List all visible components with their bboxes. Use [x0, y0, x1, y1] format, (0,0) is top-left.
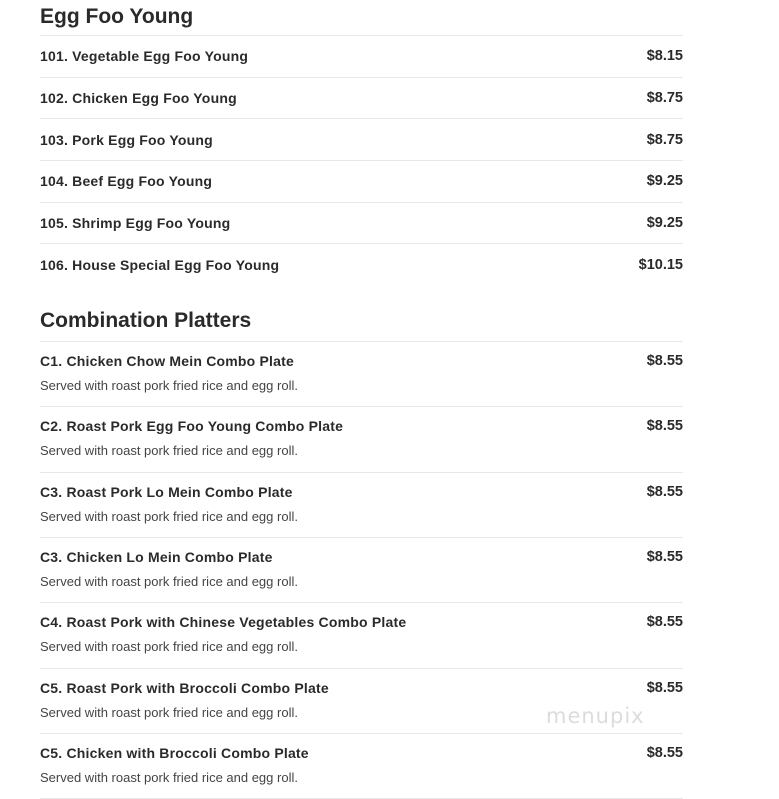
item-name: 103. Pork Egg Foo Young [40, 131, 213, 148]
item-name: C5. Roast Pork with Broccoli Combo Plate [40, 679, 329, 696]
item-price: $8.15 [646, 48, 683, 65]
menu-item[interactable] [40, 161, 683, 203]
item-name: C2. Roast Pork Egg Foo Young Combo Plate [40, 418, 344, 435]
menu-item[interactable] [40, 473, 683, 538]
item-description: Served with roast pork fried rice and egg roll. [40, 769, 298, 785]
item-price: $9.25 [646, 173, 683, 190]
watermark-logo: menupix [546, 704, 645, 728]
menu-item[interactable] [40, 407, 683, 472]
item-name: 105. Shrimp Egg Foo Young [40, 215, 231, 232]
item-info [40, 549, 298, 602]
menu-item[interactable] [40, 734, 683, 799]
item-price: $8.55 [646, 614, 683, 631]
item-name: 102. Chicken Egg Foo Young [40, 90, 237, 107]
item-price: $8.55 [646, 353, 683, 370]
item-price: $8.75 [646, 90, 683, 107]
item-price: $8.55 [646, 744, 683, 761]
item-price: $9.25 [646, 215, 683, 232]
menu-item[interactable] [40, 603, 683, 668]
menu-item[interactable] [40, 203, 683, 245]
item-name: C4. Roast Pork with Chinese Vegetables Combo Plate [40, 614, 407, 631]
item-name: C3. Roast Pork Lo Mein Combo Plate [40, 483, 293, 500]
item-info [40, 353, 298, 406]
item-description: Served with roast pork fried rice and egg roll. [40, 443, 298, 459]
item-price: $8.55 [646, 418, 683, 435]
item-name: C1. Chicken Chow Mein Combo Plate [40, 353, 294, 370]
item-info [40, 484, 298, 537]
item-price: $8.55 [646, 679, 683, 696]
section-egg-foo-young [40, 0, 683, 286]
section-title: Egg Foo Young [40, 0, 683, 36]
item-description: Served with roast pork fried rice and egg roll. [40, 378, 298, 394]
item-name: 106. House Special Egg Foo Young [40, 257, 280, 274]
item-price: $8.55 [646, 483, 683, 500]
item-name: 104. Beef Egg Foo Young [40, 173, 213, 190]
menu-item[interactable] [40, 244, 683, 286]
item-info [40, 680, 329, 733]
menu-item[interactable] [40, 342, 683, 407]
item-name: 101. Vegetable Egg Foo Young [40, 48, 249, 65]
item-description: Served with roast pork fried rice and egg roll. [40, 704, 298, 720]
item-info [40, 745, 309, 798]
item-info [40, 614, 406, 667]
item-name: C5. Chicken with Broccoli Combo Plate [40, 744, 309, 761]
item-description: Served with roast pork fried rice and egg roll. [40, 639, 298, 655]
menu-item[interactable] [40, 538, 683, 603]
item-price: $8.55 [646, 549, 683, 566]
item-description: Served with roast pork fried rice and egg roll. [40, 508, 298, 524]
item-info [40, 418, 343, 471]
menu-item[interactable] [40, 119, 683, 161]
item-price: $8.75 [646, 131, 683, 148]
menu-item[interactable] [40, 36, 683, 78]
section-title: Combination Platters [40, 304, 683, 342]
item-description: Served with roast pork fried rice and egg roll. [40, 574, 298, 590]
item-price: $10.15 [638, 257, 683, 274]
item-name: C3. Chicken Lo Mein Combo Plate [40, 549, 273, 566]
menu-item[interactable] [40, 78, 683, 120]
menu [40, 0, 683, 799]
